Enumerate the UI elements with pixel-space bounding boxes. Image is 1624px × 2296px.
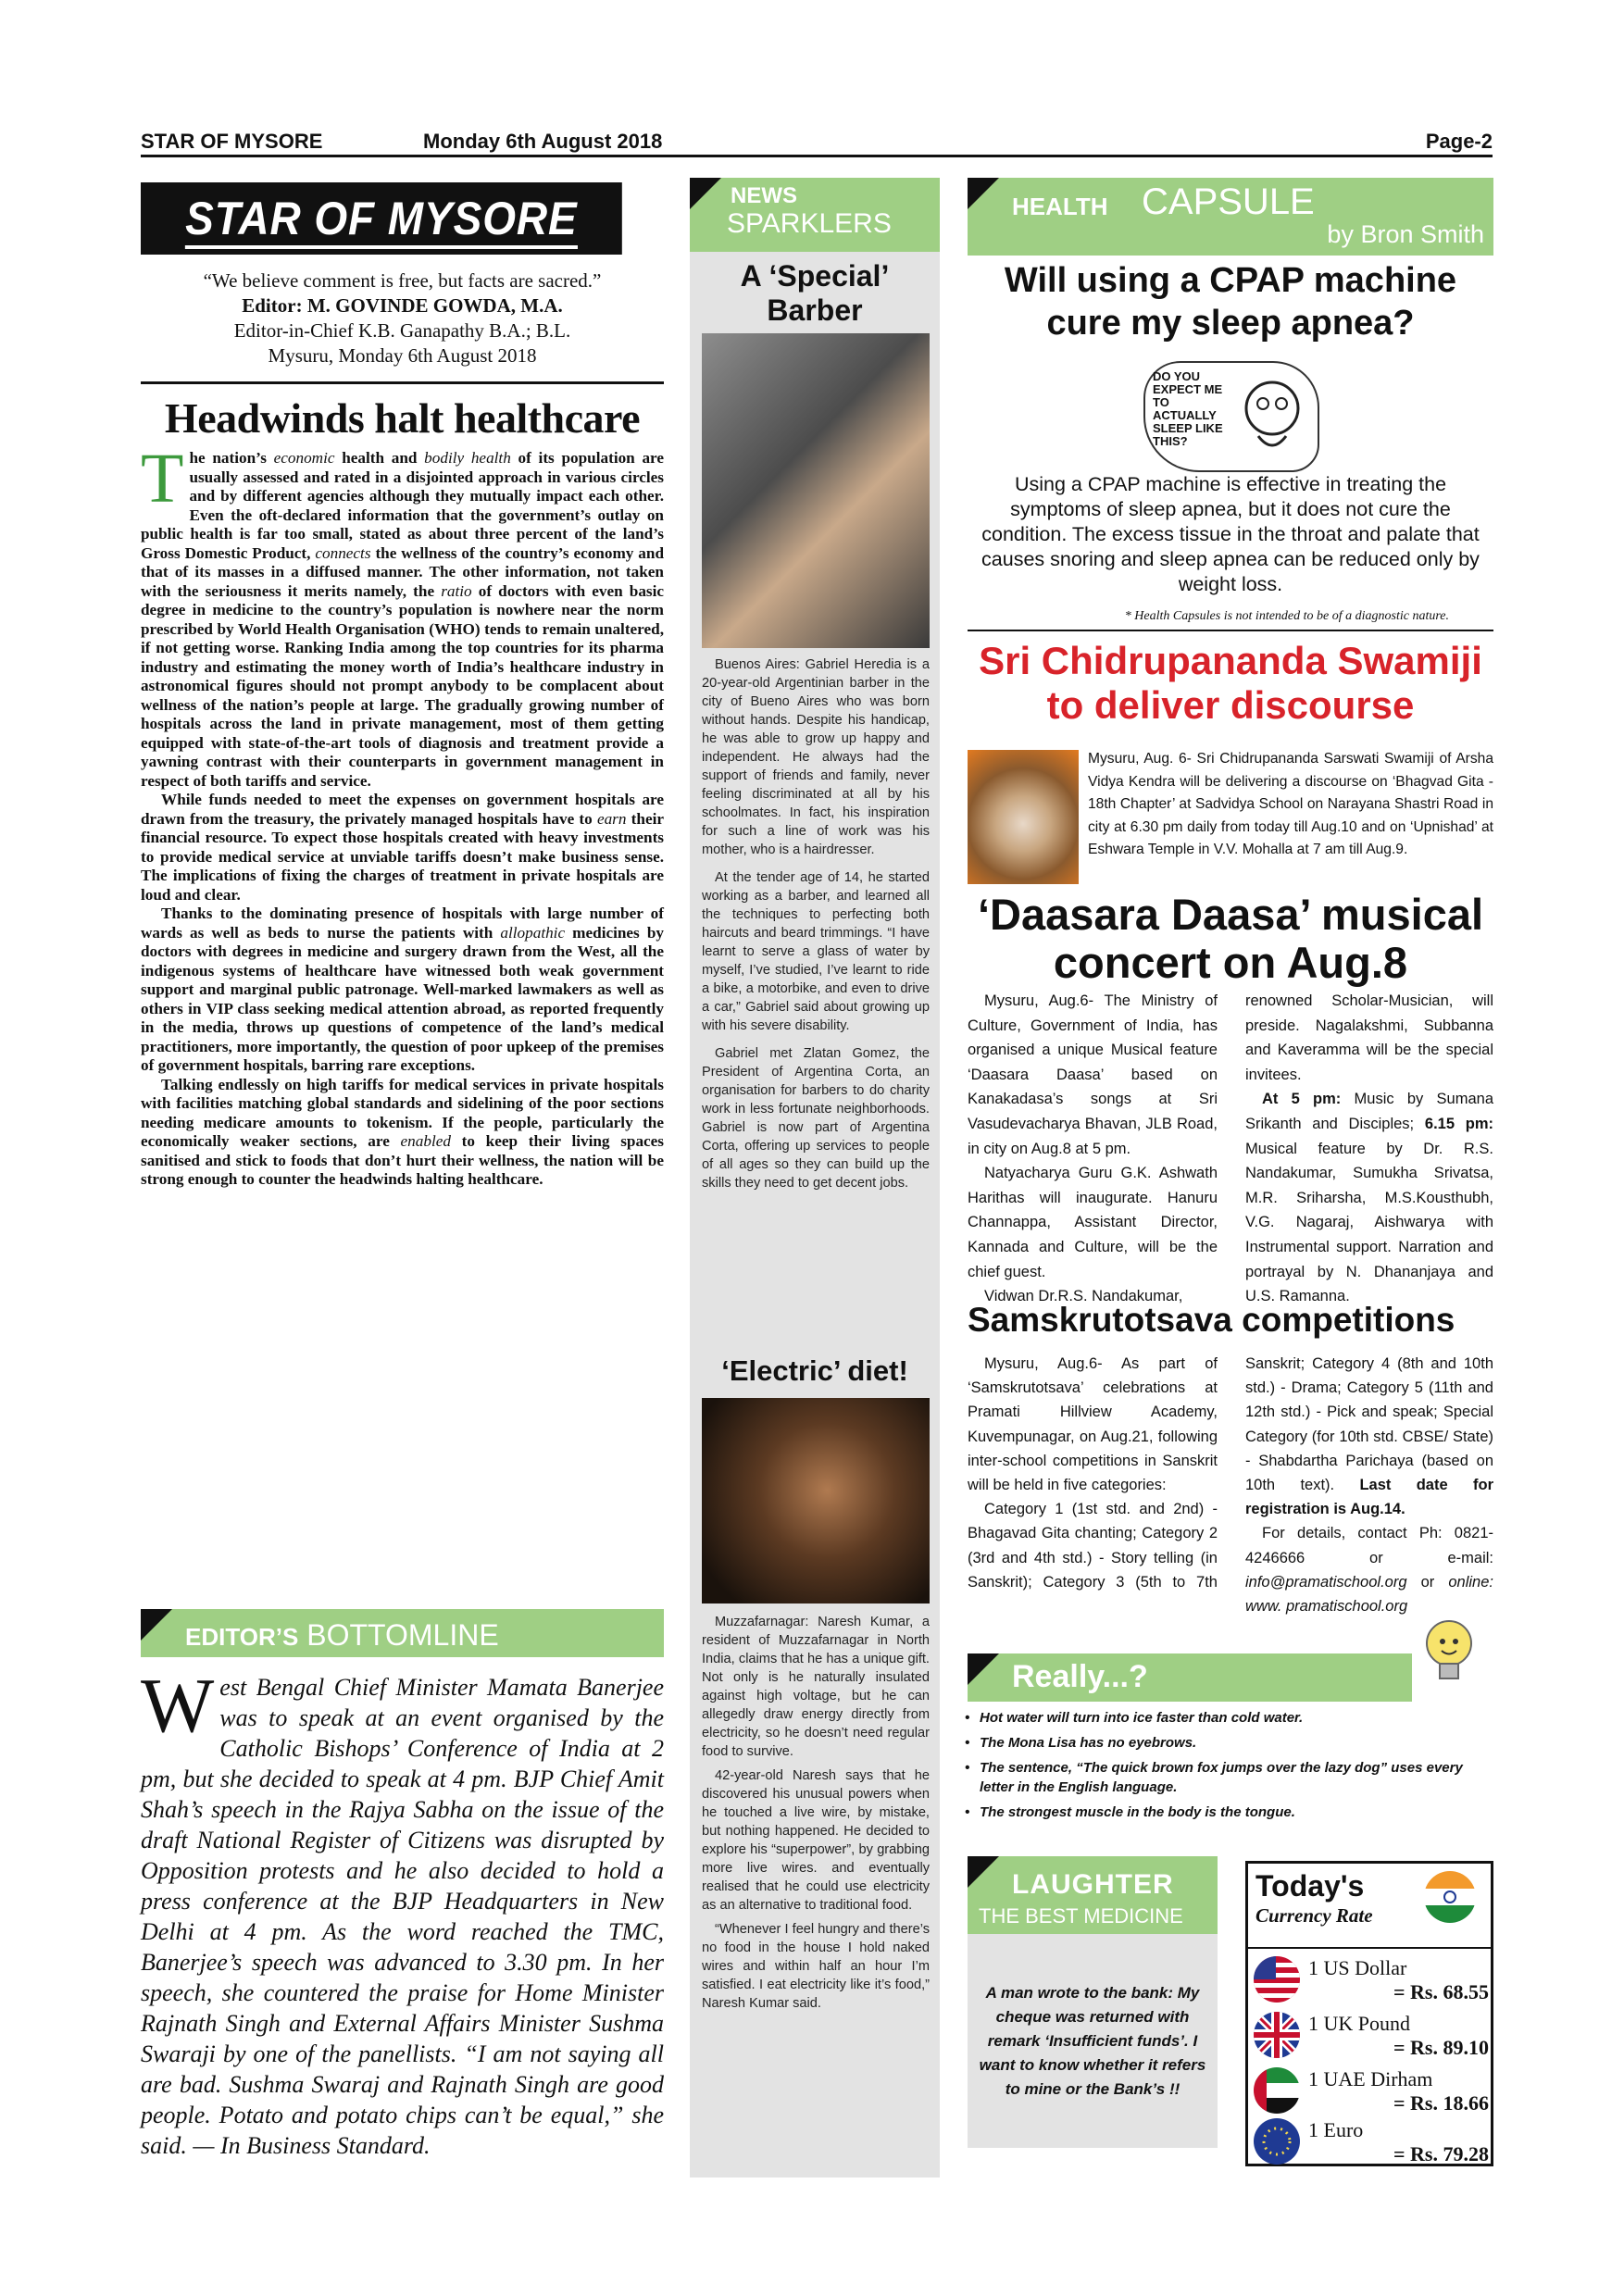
swami-headline: Sri Chidrupananda Swamiji to deliver discourse xyxy=(979,639,1482,727)
barber-photo xyxy=(702,333,930,648)
masthead-credits xyxy=(141,268,664,368)
eu-flag-icon xyxy=(1254,2118,1300,2165)
electric-diet-headline: ‘Electric’ diet! xyxy=(721,1354,908,1387)
health-cartoon: DO YOU EXPECT ME TO ACTUALLY SLEEP LIKE THIS? xyxy=(1143,361,1319,472)
currency-row-eur: 1 Euro = Rs. 79.28 xyxy=(1308,2118,1489,2165)
really-header: Really...? xyxy=(968,1653,1412,1702)
uae-flag-icon xyxy=(1254,2067,1300,2114)
concert-headline: ‘Daasara Daasa’ musical concert on Aug.8 xyxy=(977,890,1484,987)
health-answer: Using a CPAP machine is effective in treating the symptoms of sleep apnea, but it does not cure the condition. The excess tissue in the throat and palate that causes snoring and sleep apnea can be reduced only by weight loss. xyxy=(981,473,1480,595)
lightbulb-icon xyxy=(1417,1616,1481,1690)
editorial-paragraph: The nation’s economic health and bodily health of its population are usually assessed and rated in a disjointed approach in various circles and by different agencies although they mutually impact each other. Even the oft-declared information that the government’s outlay on public health is far too small, stated as about three percent of the land’s Gross Domestic Product, connects the wellness of the country’s economy and that of its masses in a diffused manner. The other information, not taken with the seriousness it merits namely, the ratio of doctors with even basic degree in medicine to the country’s population is nowhere near the norm prescribed by World Health Organisation (WHO) tends to remain unaltered, if not getting worse. Ranking India among the top countries for its pharma industry and estimating the money worth of India’s healthcare industry in astronomical figures should not prompt anybody to be complacent about wellness of the nation’s people at large. The gradually growing number of hospitals across the land in private management, most of them getting equipped with state-of-the-art tools of diagnosis and treatment provide a yawning contrast with their counterparts in government management in respect of both tariffs and service. xyxy=(141,440,665,790)
bottomline-label-bold: EDITOR’S xyxy=(185,1623,299,1651)
currency-title: Today's xyxy=(1255,1869,1365,1903)
currency-row-aed: 1 UAE Dirham = Rs. 18.66 xyxy=(1308,2067,1489,2115)
electric-diet-photo xyxy=(702,1398,930,1603)
editorial-paragraph: Thanks to the dominating presence of hospitals with large number of wards as well as beds to nurse the patients with allopathic medicines by doctors with degrees in medicine and surgery drawn from the West, all the indigenous systems of healthcare have witnessed both weak government support and marginal public patronage. Well-marked lawmakers as well as others in VIP class seeking medical attention abroad, as reported frequently in the media, throws up questions of competence of the land’s medical practitioners, more importantly, the question of poor upkeep of the premises of government hospitals, barring rare exceptions. xyxy=(141,905,664,1074)
concert-story-col2: renowned Scholar-Musician, will preside. Nagalakshmi, Subbanna and Kaveramma will be the special invitees. At 5 pm: Music by Sumana Srikanth and Disciples; 6.15 pm: Musical feature by Dr. R.S. Nandakumar, Sumukha Srivatsa, M.R. Sriharsha, M.S.Kousthubh, V.G. Nagaraj, Aishwarya with Instrumental support. Narration and portrayal by N. Dhananjaya and U.S. Ramanna. xyxy=(1245,992,1493,1305)
currency-row-usd: 1 US Dollar = Rs. 68.55 xyxy=(1308,1956,1489,2003)
header-date: Monday 6th August 2018 xyxy=(423,130,663,153)
bottomline-header xyxy=(141,1609,664,1657)
barber-story: Buenos Aires: Gabriel Heredia is a 20-year-old Argentinian barber in the city of Bueno Aires who was born without hands. Despite his handicap, he was able to grow up happy and independent. He always had the support of friends and family, never feeling discriminated at all by his schoolmates. In fact, his inspiration for such a line of work was his mother, who is a hairdresser. At the tender age of 14, he started working as a barber, and learned all the techniques to perfecting both haircuts and beard trimmings. “I have learnt to serve a glass of water by myself, I’ve studied, I’ve learnt to ride a bike, a motorbike, and even to drive a car,” Gabriel said about growing up with his severe disability. Gabriel met Zlatan Gomez, the President of Argentina Corta, an organisation for barbers to do charity work in less fortunate neighborhoods. Gabriel is now part of Argentina Corta, offering up services to people of all ages so they can build up the skills they need to get decent jobs. xyxy=(702,657,930,1191)
list-item: • The Mona Lisa has no eyebrows. xyxy=(963,1733,1491,1753)
swami-story: Mysuru, Aug. 6- Sri Chidrupananda Sarswati Swamiji of Arsha Vidya Kendra will be delivering a discourse on ‘Bhagvad Gita - 18th Chapter’ at Sadvidya School on Narayana Shastri Road in city at 6.30 pm daily from today till Aug.10 and on ‘Upnishad’ at Eshwara Temple in V.V. Mohalla at 7 am till Aug.9. xyxy=(1088,751,1493,858)
health-disclaimer: * Health Capsules is not intended to be of a diagnostic nature. xyxy=(1124,609,1449,623)
india-flag-icon xyxy=(1424,1871,1476,1923)
currency-subtitle: Currency Rate xyxy=(1255,1904,1373,1927)
currency-row-gbp: 1 UK Pound = Rs. 89.10 xyxy=(1308,2012,1489,2059)
editorial-headline: Headwinds halt healthcare xyxy=(164,394,641,442)
divider xyxy=(968,630,1493,631)
masthead-quote: “We believe comment is free, but facts are sacred.” xyxy=(203,269,602,292)
currency-rate-box xyxy=(1245,1861,1493,2166)
masthead-chief: Editor-in-Chief K.B. Ganapathy B.A.; B.L. xyxy=(233,319,571,342)
drop-cap: T xyxy=(141,440,184,518)
news-sparklers-header: NEWS SPARKLERS xyxy=(690,178,940,252)
electric-diet-story: Muzzafarnagar: Naresh Kumar, a resident of Muzzafarnagar in North India, claims that he has a unique gift. Not only is he naturally insulated against high voltage, but he can allegedly draw energy directly from electricity, so he doesn’t need regular food to survive. 42-year-old Naresh says that he discovered his unusual powers when he touched a live wire, by mistake, but nothing happened. He decided to explore his “superpower”, by grabbing more live wires. and eventually realised that he could use electricity as an alternative to traditional food. “Whenever I feel hungry and there’s no food in the house I hold naked wires and within half an hour I’m satisfied. I eat electricity like it’s food,” Naresh Kumar said. xyxy=(702,1615,930,2011)
editorial-paragraph: While funds needed to meet the expenses on government hospitals are drawn from the treasury, the privately managed hospitals have to earn their financial resource. To expect those hospitals created with heavy investments to provide medical service at unviable tariffs doesn’t make business sense. The implications of fixing the charges of treatment in private hospitals are loud and clear. xyxy=(141,791,664,904)
health-byline: by Bron Smith xyxy=(1327,220,1484,248)
editorial-body xyxy=(141,440,665,1190)
samskrut-story-col1: Mysuru, Aug.6- As part of ‘Samskrutotsava’ celebrations at Pramati Hillview Academy, Kuvempunagar, on Aug.21, following inter-school competitions in Sanskrit will be held in five categories: Category 1 (1st std. and 2nd) - Bhagavad Gita chanting; Category 2 (3rd and 4th std.) - Story telling (in Sanskrit); Category 3 (5th to 7th xyxy=(968,1355,1218,1591)
list-item: • The strongest muscle in the body is the tongue. xyxy=(963,1803,1491,1822)
us-flag-icon xyxy=(1254,1956,1300,2003)
concert-story-col1: Mysuru, Aug.6- The Ministry of Culture, Government of India, has organised a unique Musical feature ‘Daasara Daasa’ based on Kanakadasa’s songs at Sri Vasudevacharya Bhavan, JLB Road, in city on Aug.8 at 5 pm. Natyacharya Guru G.K. Ashwath Harithas will inaugurate. Hanuru Channappa, Assistant Director, Kannada and Culture, will be the chief guest. Vidwan Dr.R.S. Nandakumar, xyxy=(968,992,1218,1305)
header-paper-name: STAR OF MYSORE xyxy=(141,130,323,153)
health-question: Will using a CPAP machine cure my sleep apnea? xyxy=(1004,261,1457,343)
samskrut-story-col2: Sanskrit; Category 4 (8th and 10th std.) - Drama; Category 5 (11th and 12th std.) - Pick and speak; Special Category (for 10th std. CBSE/ State) - Shabdartha Parichaya (based on 10th text). Last date for registration is Aug.14. For details, contact Ph: 0821-4246666 or e-mail: info@pramatischool.org or online: www. pramatischool.org xyxy=(1245,1355,1493,1616)
header-page-number: Page-2 xyxy=(1425,130,1493,153)
divider xyxy=(141,381,664,384)
swami-photo xyxy=(968,750,1079,884)
barber-headline: A ‘Special’ Barber xyxy=(740,259,890,327)
bottomline-text: West Bengal Chief Minister Mamata Banerjee was to speak at an event organised by the Catholic Bishops’ Conference of India at 2 pm, but she decided to speak at 4 pm. BJP Chief Amit Shah’s speech in the Rajya Sabha on the issue of the draft National Register of Citizens was disrupted by Opposition protests and he also decided to hold a press conference at the BJP Headquarters in New Delhi at 4 pm. As the word reached the TMC, Banerjee’s speech was advanced to 3.30 pm. In her speech, she countered the praise for Home Minister Rajnath Singh and External Affairs Minister Sushma Swaraji by one of the panellists. “I am not saying all are bad. Sushma Swaraj and Rajnath Singh are good people. Potato and potato chips can’t be equal,” she said. — In Business Standard. xyxy=(141,1663,664,2159)
laughter-joke: A man wrote to the bank: My cheque was returned with remark ‘Insufficient funds’. I want to know whether it refers to mine or the Bank’s !! xyxy=(979,1984,1206,2098)
list-item: • The sentence, “The quick brown fox jumps over the lazy dog” uses every letter in the English language. xyxy=(963,1758,1491,1797)
editorial-paragraph: Talking endlessly on high tariffs for medical services in private hospitals with facilities matching global standards and sidelining of the poor sections needing medicare amounts to tokenism. If the people, particularly the economically weaker sections, are enabled to keep their living spaces sanitised and stick to foods that don’t hurt their wellness, the nation will be strong enough to counter the headwinds halting healthcare. xyxy=(141,1075,664,1188)
list-item: • Hot water will turn into ice faster than cold water. xyxy=(963,1708,1491,1728)
drop-cap: W xyxy=(141,1663,215,1749)
uk-flag-icon xyxy=(1254,2012,1300,2058)
bottomline-label: BOTTOMLINE xyxy=(306,1618,499,1652)
masthead-editor: Editor: M. GOVINDE GOWDA, M.A. xyxy=(242,294,563,317)
masthead-logo: STAR OF MYSORE xyxy=(141,182,622,255)
health-capsule-header: HEALTH CAPSULE by Bron Smith xyxy=(968,178,1493,256)
cartoon-face-icon xyxy=(1230,367,1314,468)
samskrut-headline: Samskrutotsava competitions xyxy=(968,1301,1455,1339)
masthead-dateline: Mysuru, Monday 6th August 2018 xyxy=(268,344,537,367)
laughter-header: LAUGHTER THE BEST MEDICINE xyxy=(968,1856,1218,1934)
really-facts-list xyxy=(963,1708,1491,1828)
page-header-bar xyxy=(141,130,1493,157)
